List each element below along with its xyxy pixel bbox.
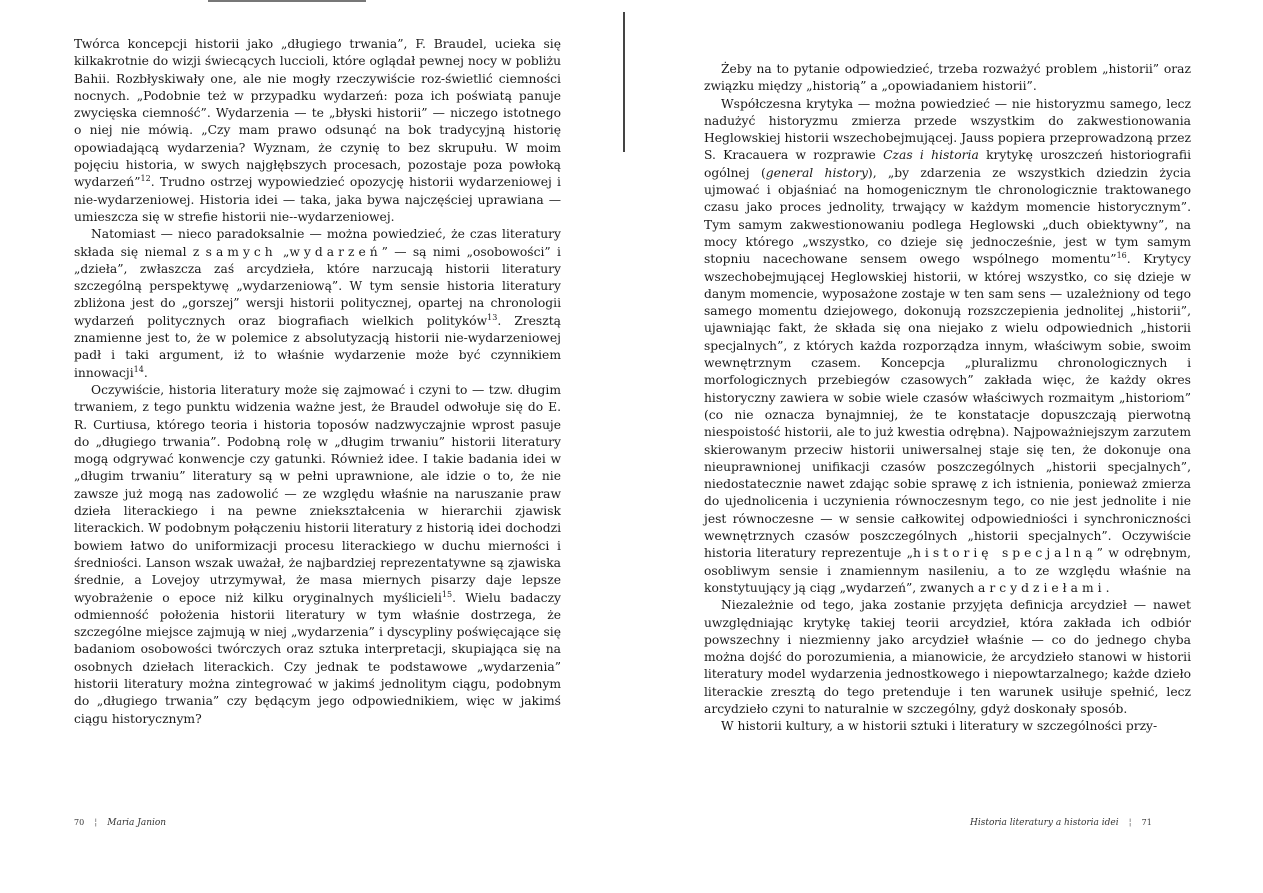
spaced-emphasis: samych: [205, 244, 277, 259]
right-page-footer: [970, 818, 1152, 828]
page-number: 71: [1141, 818, 1152, 827]
page-number: 70: [74, 818, 85, 827]
foreign-term: general history: [765, 165, 868, 180]
book-gutter-line: [623, 12, 625, 152]
author-name: Maria Janion: [107, 818, 167, 828]
footer-separator: ¦: [94, 818, 98, 828]
paragraph-4: W historii kultury, a w historii sztuki i literatury w szczególności przy-: [721, 719, 1158, 734]
paragraph-3: Niezależnie od tego, jaka zostanie przyjęta definicja arcydzieł — nawet uwzględniając krytykę takiej teorii arcydzieł, która zakłada ich odbiór powszechny i niezmienny jako arcydzieł właśnie — co do jednego chyba można dojść do porozumienia, a mianowicie, że arcydzieło stanowi w historii literatury model wydarzenia jednostkowego i niepowtarzalnego; każde dzieło literackie zresztą do tego pretenduje i ten warunek usiłuje spełnić, lecz arcydzieło czyni to naturalnie w szczególny, gdyż doskonały sposób.: [704, 598, 1191, 716]
spaced-emphasis: historię specjalną: [912, 546, 1097, 561]
footer-separator: ¦: [1128, 818, 1132, 828]
footnote-ref-15[interactable]: 15: [441, 589, 453, 599]
paragraph-2: Natomiast — nieco paradoksalnie — można powiedzieć, że czas literatury składa się niemal z samych „wydarzeń” — są nimi „osobowości” i „dzieła”, zwłaszcza zaś arcydzieła, które narzucają historii literatury szczególną perspektywę „wydarzeniową”. W tym sensie historia literatury zbliżona jest do „gorszej” wersji historii politycznej, opartej na chronologii wydarzeń politycznych oraz biografiach wielkich polityków$^{13}$. Zresztą znamienne jest to, że w polemice z absolutyzacją historii nie-wydarzeniowej padł i taki argument, iż to właśnie wydarzenie może być czynnikiem innowacji$^{14}$.: [74, 227, 561, 380]
footnote-ref-12[interactable]: 12: [140, 174, 151, 184]
paragraph-1: Żeby na to pytanie odpowiedzieć, trzeba rozważyć problem „historii” oraz związku między „historią” a „opowiadaniem historii”.: [704, 62, 1191, 94]
book-title: Czas i historia: [883, 148, 979, 163]
footnote-ref-14[interactable]: 14: [133, 364, 144, 374]
footnote-ref-13[interactable]: 13: [487, 312, 498, 322]
left-page-footer: [74, 818, 166, 828]
paragraph-3: Oczywiście, historia literatury może się zajmować i czyni to — tzw. długim trwaniem, z tego punktu widzenia ważne jest, że Braudel odwołuje się do E. R. Curtiusa, którego teoria i historia toposów nadzwyczajnie wprost pasuje do „długiego trwania”. Podobną rolę w „długim trwaniu” historii literatury mogą odgrywać konwencje czy gatunki. Również idee. I takie badania idei w „długim trwaniu” literatury są w pełni uprawnione, ale idzie o to, że nie zawsze już mogą nas zadowolić — ze względu właśnie na naruszanie praw dzieła literackiego i na pewne zniekształcenia w hierarchii zjawisk literackich. W podobnym połączeniu historii literatury z historią idei dochodzi bowiem łatwo do uniformizacji procesu literackiego w duchu mierności i średniości. Lanson wszak uważał, że najbardziej reprezentatywne są zjawiska średnie, a Lovejoy utrzymywał, że masa miernych pisarzy daje lepsze wyobrażenie o epoce niż kilku oryginalnych myślicieli$^{15}$. Wielu badaczy odmienność położenia historii literatury w tym właśnie dostrzega, że szczególne miejsce zajmują w niej „wydarzenia” i dyscypliny poświęcające się badaniom osobowości twórczych oraz sztuka interpretacji, skupiająca się na osobnych dziełach literackich. Czy jednak te podstawowe „wydarzenia” historii literatury można zintegrować w jakimś jednolitym ciągu, podobnym do „długiego trwania” czy będącym jego odpowiednikiem, więc w jakimś ciągu historycznym?: [74, 382, 561, 726]
paragraph-2: Współczesna krytyka — można powiedzieć — nie historyzmu samego, lecz nadużyć historyzmu zmierza przede wszystkim do zakwestionowania Heglowskiej historii wszechobejmującej. Jauss popiera przeprowadzoną przez S. Kracauera w rozprawie Czas i historia krytykę uroszczeń historiografii ogólnej (general history), „by zdarzenia ze wszystkich dziedzin życia ujmować i objaśniać na homogenicznym tle chronologicznie traktowanego czasu jako proces jednolity, trwający w każdym momencie historycznym”. Tym samym zakwestionowaniu podlega Heglowski „duch obiektywny”, na mocy którego „wszystko, co dzieje się jednocześnie, jest w tym samym stopniu nacechowane sensem owego wspólnego momentu”$^{16}$. Krytycy wszechobejmującej Heglowskiej historii, w której wszystko, co się dzieje w danym momencie, wyposażone zostaje w ten sam sens — uzależniony od tego samego momentu dziejowego, dokonują rozszczepienia jednolitej „historii”, ujawniając fakt, że składa się ona niejako z wielu odpowiednich „historii specjalnych”, z których każda rozporządza innym, właściwym sobie, swoim wewnętrznym czasem. Koncepcja „pluralizmu chronologicznych i morfologicznych przebiegów czasowych” zakłada więc, że każdy okres historyczny zawiera w sobie wiele czasów właściwych rozmaitym „historiom” (co nie oznacza bynajmniej, że te konstatacje dopuszczają pierwotną niespoistość historii, ale to już kwestia odrębna). Najpoważniejszym zarzutem skierowanym przeciw historii uniwersalnej staje się ten, że dokonuje ona nieuprawnionej unifikacji czasów poszczególnych „historii specjalnych”, niedostatecznie nawet zdając sobie sprawę z ich istnienia, ponieważ zmierza do ujednolicenia i uczynienia równoczesnym tego, co nie jest jednolite i nie jest równoczesne — w sensie całkowitej odpowiedniości i synchroniczności wewnętrznych czasów poszczególnych „historii specjalnych”. Oczywiście historia literatury reprezentuje „historię specjalną” w odrębnym, osobliwym sensie i znamiennym nasileniu, a to ze względu właśnie na konstytuujący ją ciąg „wydarzeń”, zwanych arcydziełami.: [704, 96, 1192, 595]
right-page: [704, 36, 1191, 736]
footnote-ref-16[interactable]: 16: [1116, 251, 1127, 261]
left-page: [74, 36, 561, 728]
spaced-emphasis: arcydziełami: [978, 580, 1106, 595]
paragraph-1: Twórca koncepcji historii jako „długiego trwania”, F. Braudel, ucieka się kilkakrotnie do wizji świecących luccioli, które oglądał pewnej nocy w pobliżu Bahii. Rozbłyskiwały one, ale nie mogły rzeczywiście roz-świetlić ciemności nocnych. „Podobnie też w przypadku wydarzeń: poza ich poświatą panuje zwycięska ciemność”. Wydarzenia — te „błyski historii” — niczego istotnego o niej nie mówią. „Czy mam prawo odsunąć na bok tradycyjną historię opowiadającą wydarzenia? Wyznam, że czynię to bez skrupułu. W moim pojęciu historia, w swych najgłębszych procesach, pozostaje poza powłoką wydarzeń”$^{12}$. Trudno ostrzej wypowiedzieć opozycję historii wydarzeniowej i nie-wydarzeniowej. Historia idei — taka, jaka bywa najczęściej uprawiana — umieszcza się w strefie historii nie--wydarzeniowej.: [74, 37, 561, 224]
top-scan-rule: [208, 0, 366, 2]
spaced-emphasis: wydarzeń: [289, 244, 382, 259]
running-title: Historia literatury a historia idei: [970, 818, 1119, 828]
